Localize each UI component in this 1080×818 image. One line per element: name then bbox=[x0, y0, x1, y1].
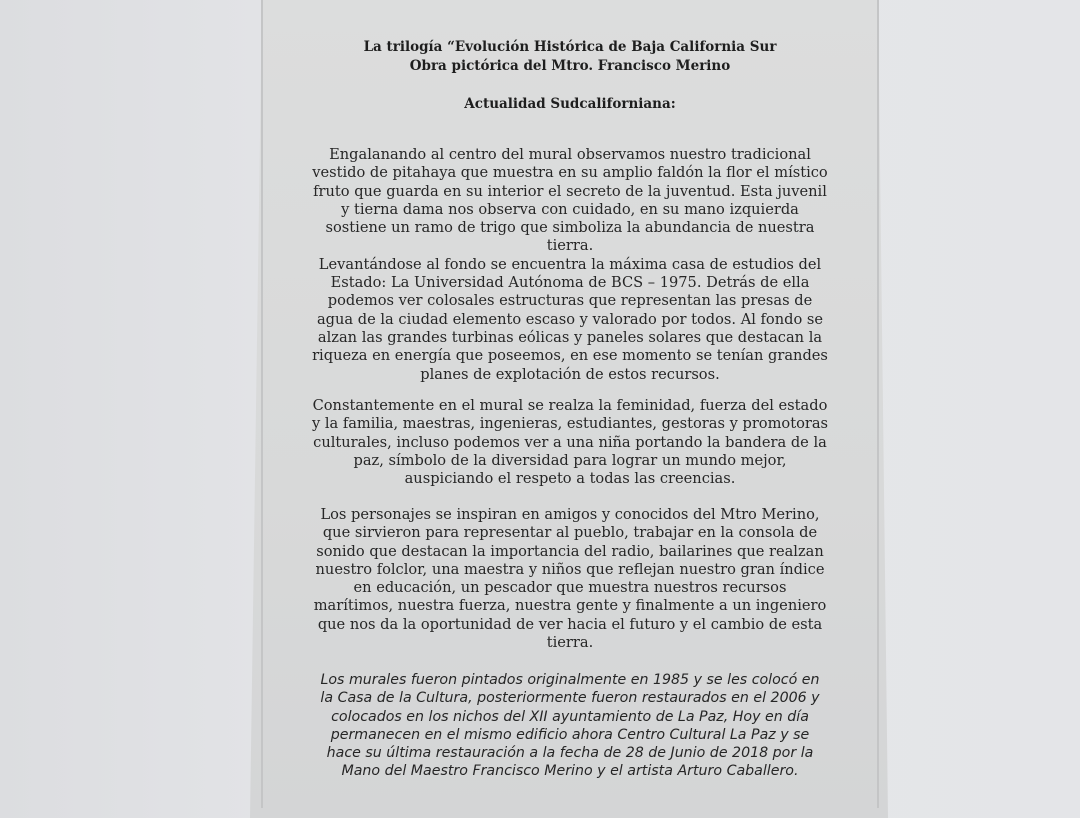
paragraph-line: riqueza en energía que poseemos, en ese momento se tenían grandes bbox=[312, 347, 828, 365]
paragraph-characters bbox=[262, 506, 878, 652]
paragraph-line: permanecen en el mismo edificio ahora Centro Cultural La Paz y se bbox=[330, 726, 810, 743]
paragraph-line: Constantemente en el mural se realza la feminidad, fuerza del estado bbox=[312, 397, 828, 414]
paragraph-line: que nos da la oportunidad de ver hacia el futuro y el cambio de esta bbox=[317, 615, 823, 633]
document-title bbox=[262, 38, 878, 76]
paragraph-line: culturales, incluso podemos ver a una niña portando la bandera de la bbox=[313, 433, 827, 451]
paragraph-line: la Casa de la Cultura, posteriormente fueron restaurados en el 2006 y bbox=[320, 690, 820, 707]
paragraph-line: tierra. bbox=[546, 634, 594, 652]
paragraph-line: y tierna dama nos observa con cuidado, en su mano izquierda bbox=[341, 200, 799, 218]
paragraph-line: marítimos, nuestra fuerza, nuestra gente y finalmente a un ingeniero bbox=[313, 597, 827, 615]
paragraph-history bbox=[262, 671, 878, 781]
paragraph-line: sonido que destacan la importancia del radio, bailarines que realzan bbox=[316, 542, 824, 560]
paragraph-line: auspiciando el respeto a todas las creencias. bbox=[404, 470, 736, 488]
paragraph-line: Engalanando al centro del mural observamos nuestro tradicional bbox=[329, 146, 811, 163]
paragraph-line: nuestro folclor, una maestra y niños que reflejan nuestro gran índice bbox=[315, 560, 825, 578]
paragraph-line: sostiene un ramo de trigo que simboliza la abundancia de nuestra bbox=[325, 219, 815, 237]
paragraph-line: agua de la ciudad elemento escaso y valorado por todos. Al fondo se bbox=[316, 310, 824, 328]
paragraph-line: que sirvieron para representar al pueblo, trabajar en la consola de bbox=[322, 524, 818, 542]
paragraph-line: tierra. bbox=[546, 237, 594, 255]
paragraph-line: planes de explotación de estos recursos. bbox=[420, 365, 720, 383]
paragraph-femininity bbox=[262, 397, 878, 488]
paragraph-line: Los murales fueron pintados originalmente en 1985 y se les colocó en bbox=[320, 672, 820, 688]
section-heading: Actualidad Sudcaliforniana: bbox=[464, 96, 676, 112]
paragraph-line: Estado: La Universidad Autónoma de BCS – 1975. Detrás de ella bbox=[330, 274, 810, 292]
paragraph-line: paz, símbolo de la diversidad para lograr un mundo mejor, bbox=[353, 451, 787, 469]
paragraph-line: y la familia, maestras, ingenieras, estudiantes, gestoras y promotoras bbox=[311, 415, 829, 433]
paragraph-line: en educación, un pescador que muestra nuestros recursos bbox=[353, 579, 787, 597]
paragraph-line: Mano del Maestro Francisco Merino y el artista Arturo Caballero. bbox=[341, 763, 799, 780]
title-line: Obra pictórica del Mtro. Francisco Merino bbox=[409, 58, 731, 74]
paragraph-line: alzan las grandes turbinas eólicas y paneles solares que destacan la bbox=[317, 328, 823, 346]
title-line: La trilogía “Evolución Histórica de Baja California Sur bbox=[363, 39, 777, 55]
paragraph-line: vestido de pitahaya que muestra en su amplio faldón la flor el místico bbox=[312, 164, 828, 182]
paragraph-line: colocados en los nichos del XII ayuntamiento de La Paz, Hoy en día bbox=[331, 708, 809, 725]
paragraph-line: hace su última restauración a la fecha de 28 de Junio de 2018 por la bbox=[326, 745, 814, 762]
paragraph-mural-description bbox=[262, 146, 878, 384]
paragraph-line: fruto que guarda en su interior el secreto de la juventud. Esta juvenil bbox=[313, 182, 827, 200]
paragraph-line: podemos ver colosales estructuras que representan las presas de bbox=[327, 292, 813, 310]
paragraph-line: Levantándose al fondo se encuentra la máxima casa de estudios del bbox=[318, 255, 822, 273]
paragraph-line: Los personajes se inspiran en amigos y conocidos del Mtro Merino, bbox=[320, 506, 820, 523]
